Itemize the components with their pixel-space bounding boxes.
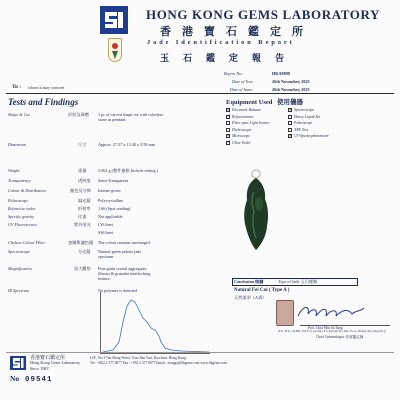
checkbox [226, 108, 230, 112]
checkbox [226, 141, 230, 145]
ir-spectrum-chart [100, 292, 210, 354]
footer-logo [10, 356, 26, 370]
checkbox [288, 128, 292, 132]
official-seal [276, 300, 294, 326]
checkbox [288, 115, 292, 119]
to-label: To : [12, 84, 22, 90]
signer-title: Chief Gemmologist 首席鑑定師 [316, 335, 364, 339]
equipment-item: ✓ Microscope [226, 134, 288, 138]
equipment-item: ✓ Spectroscope [288, 108, 368, 112]
date-test-value: 26th November, 2023 [272, 79, 310, 84]
checkbox [226, 121, 230, 125]
signature-scribble [296, 302, 366, 327]
footer-divider [6, 352, 394, 353]
footer-address: G/F., No.1 Tak Shing Street, Tsim Sha Tsui, Kowloon, Hong Kong [90, 356, 186, 360]
conclusion-result: Natural Fei Cui ( Type A ) [234, 288, 290, 293]
conclusion-result-zh: 天然翡翠（A貨） [234, 295, 267, 300]
equipment-item: ✓ Refractometer [226, 115, 288, 119]
checkbox [226, 128, 230, 132]
equipment-item: XRF Test [288, 128, 368, 132]
date-issue-value: 26th November, 2023 [272, 87, 310, 92]
footer-lab-zh: 香港寶石鑑定所 [30, 356, 66, 361]
crest-emblem [108, 38, 122, 62]
lab-title-zh: 香港寶石鑑定所 [160, 26, 314, 38]
equipment-item: ✓ Electronic Balance [226, 108, 288, 112]
report-subtitle: Jade Identification Report [147, 39, 295, 46]
equipment-item: ✓ UV-Spectrophotometer [288, 134, 368, 138]
date-issue-label: Date of Issue: [230, 87, 254, 92]
tests-heading: Tests and Findings [8, 97, 79, 107]
header-divider [6, 93, 394, 94]
footer-lab-en: Hong Kong Gems Laboratory [30, 360, 81, 365]
equipment-item: Polariscope [288, 121, 368, 125]
checkbox [226, 134, 230, 138]
checkbox [288, 121, 292, 125]
report-no-value: HKA9898 [272, 71, 290, 76]
signer-name: Prof. Chiu Min Su Yang [308, 326, 343, 330]
footer-contacts: Tel : +852 2 377 0077 Fax : +852 2 377 0077 Email : eyupgs@hkgems.com www.hkgems.com [90, 361, 228, 365]
checkbox [288, 134, 292, 138]
lab-title: HONG KONG GEMS LABORATORY [146, 7, 381, 22]
footer-since: Since 1983 [30, 366, 49, 371]
signer-credentials: (F.G., B.Sc., M.Phil., P.G.E, G.G.(GIA), F.G.A.(GAGTL), Dip. F.G.A. (Swiss), Rsp. Dip.(S.E.)) [278, 330, 386, 333]
lab-logo [100, 6, 128, 34]
report-page: HONG KONG GEMS LABORATORY 香港寶石鑑定所 Jade Identification Report 玉石鑑定報告 Report No.: HKA9898 Date of Test: 26th November, 2023 Date of Issue: 26th November, 2023 To : whom it may concern Tests and Findings Equipment Used 使用儀器 ✓ Electronic Balance ✓ Spectroscope ✓ Refractometer Heavy Liquid Set Fiber optic Light Source Polariscope Dichroscope XRF Test ✓ Microscope ✓ UV-Spectrophotometer ✓ Ultra-Violet Shape & Cut 形狀及琢磨 1 pc of carved shape cut with colorless stone in pendant Dimension 尺寸 Approx. 27.57 x 13.40 x 5.58 mm Weight 重量 3.962 g (整件連框 Include setting.) Transparency 透明度 Semi-Transparent Colour & Distribution 顏色及分佈 Intense green Polariscope 偏光鏡 Polycrystalline Refractive index 折射率 1.66 (Spot reading) Specific gravity 比重 Not applicable UV Fluorescence 紫外熒光 LW:Inert SW:Inert Chelsea Colour Filter 查爾斯濾色鏡 The colour remains unchanged. Spectroscope 分光鏡 Natural green jadeite jade spectrum. Magnification 放大觀察 Fine grain crystal aggregates, fibrous & granular interlocking texture. IR Spectrum No polymer is detected Conclusion 結論 Type of Jade 玉石種類 Natural Fei Cui ( Type A ) 天然翡翠（A貨） Prof. Chiu Min Su Yang (F.G., B.Sc., M.Phil., P.G.E, G.G.(GIA), F.G.A.(GAGTL), Dip. F.G.A. (Swiss), Rsp. Dip.(S.E.)) Chief Gemmologist 首席鑑定師 香港寶石鑑定所 Hong Kong Gems Laboratory Since 1983 G/F., No.1 Tak Shing Street, Tsim Sha Tsui, Kowloon, Hong Kong Tel : +852 2 377 0077 Fax : +852 2 377 0077 Email : eyupgs@hkgems.com www.hkgems.com No 09541 [0, 0, 400, 400]
checkbox [288, 108, 292, 112]
to-value: whom it may concern [28, 85, 65, 90]
report-subtitle-zh: 玉石鑑定報告 [160, 53, 299, 63]
equipment-list [226, 108, 396, 145]
date-test-label: Date of Test: [232, 79, 254, 84]
equipment-item: Heavy Liquid Set [288, 115, 368, 119]
equipment-heading: Equipment Used 使用儀器 [226, 99, 304, 106]
report-serial: No 09541 [10, 374, 53, 384]
report-no-label: Report No.: [224, 71, 244, 76]
conclusion-label: Conclusion 結論 [234, 279, 264, 284]
checkbox [226, 115, 230, 119]
conclusion-type: Type of Jade 玉石種類 [278, 279, 318, 284]
equipment-item: Dichroscope [226, 128, 288, 132]
jade-pendant-photo [232, 166, 280, 254]
equipment-item: Fiber optic Light Source [226, 121, 288, 125]
equipment-item: ✓ Ultra-Violet [226, 141, 288, 145]
